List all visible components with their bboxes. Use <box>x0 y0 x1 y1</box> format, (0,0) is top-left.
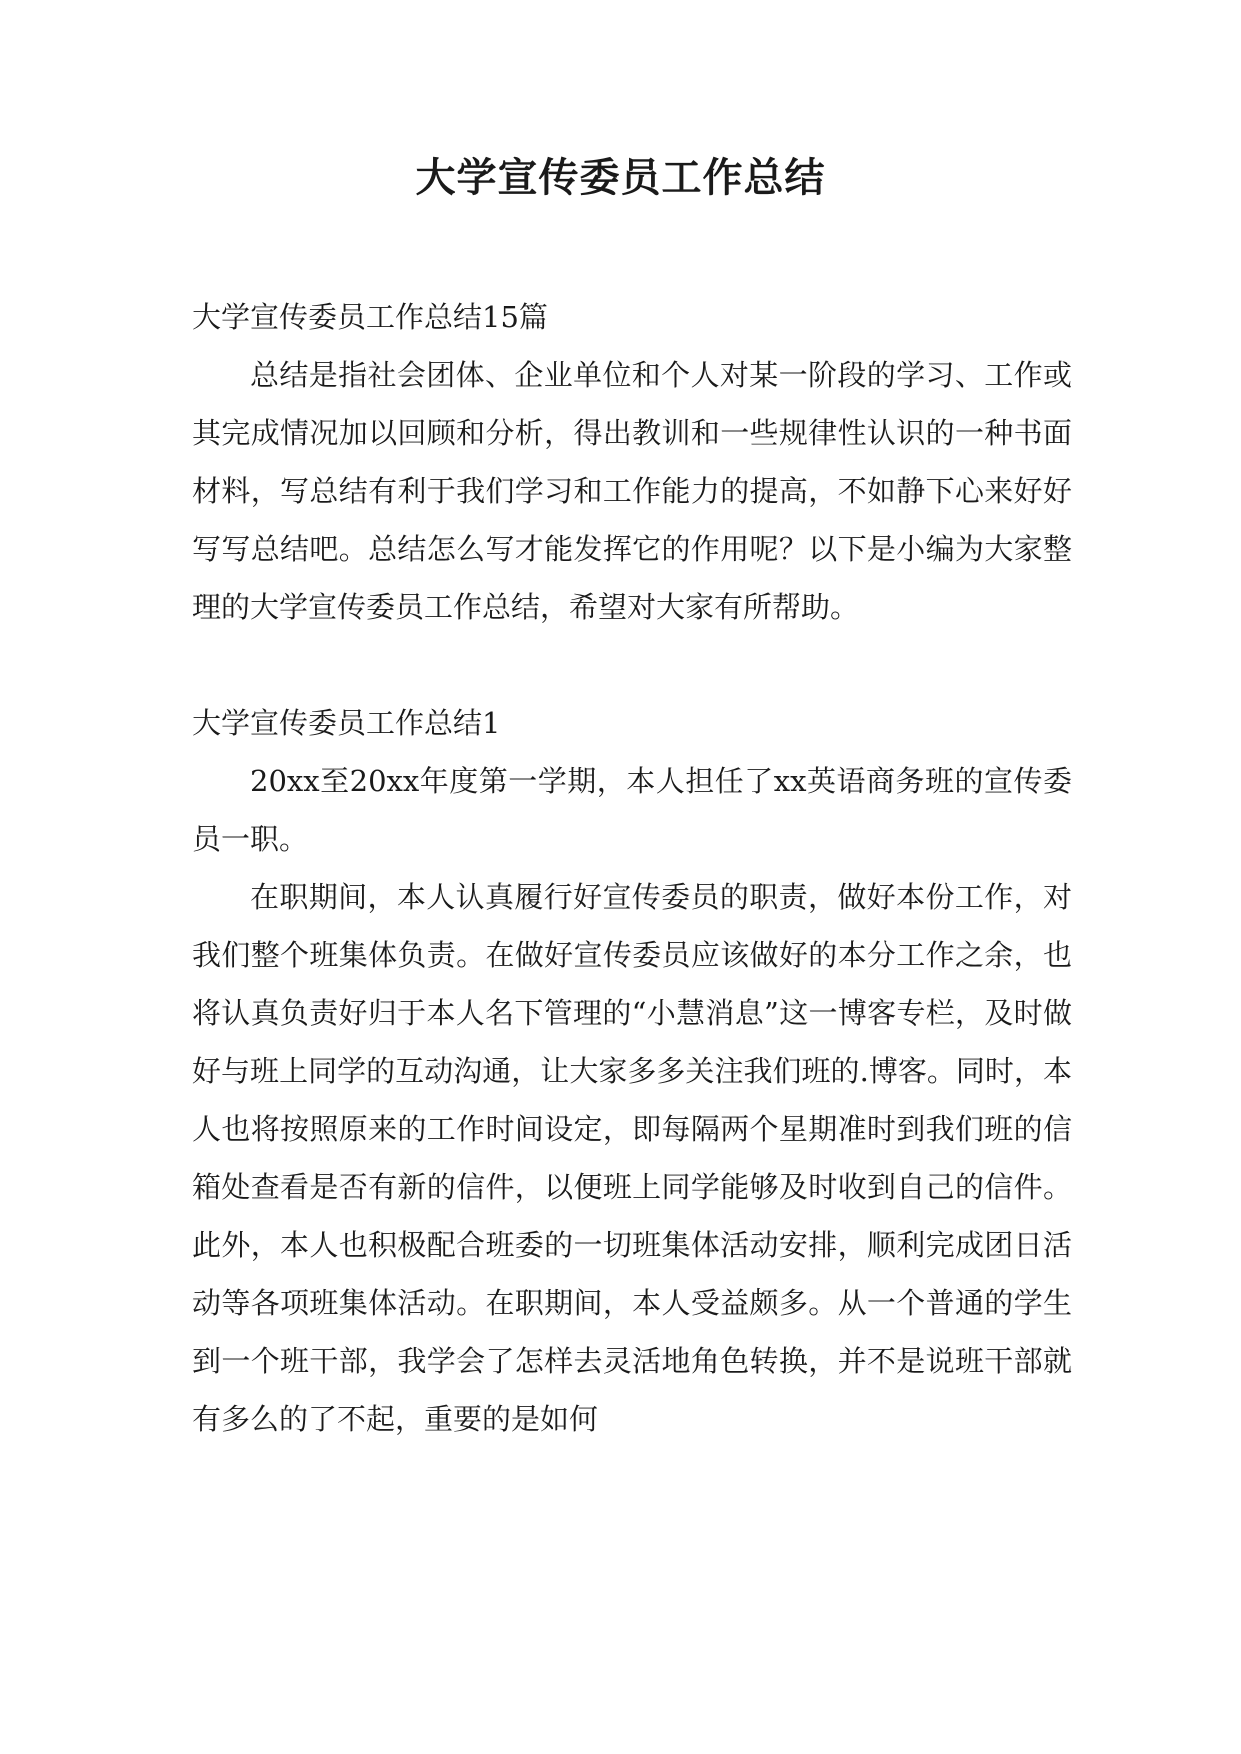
body-paragraph: 在职期间，本人认真履行好宣传委员的职责，做好本份工作，对我们整个班集体负责。在做好宣传委员应该做好的本分工作之余，也将认真负责好归于本人名下管理的“小慧消息”这一博客专栏，及时做好与班上同学的互动沟通，让大家多多关注我们班的.博客。同时，本人也将按照原来的工作时间设定，即每隔两个星期准时到我们班的信箱处查看是否有新的信件，以便班上同学能够及时收到自己的信件。此外，本人也积极配合班委的一切班集体活动安排，顺利完成团日活动等各项班集体活动。在职期间，本人受益颇多。从一个普通的学生到一个班干部，我学会了怎样去灵活地角色转换，并不是说班干部就有多么的了不起，重要的是如何 <box>192 880 1072 1436</box>
body-paragraph: 20xx至20xx年度第一学期，本人担任了xx英语商务班的宣传委员一职。 <box>192 764 1072 856</box>
intro-paragraph: 总结是指社会团体、企业单位和个人对某一阶段的学习、工作或其完成情况加以回顾和分析，得出教训和一些规律性认识的一种书面材料，写总结有利于我们学习和工作能力的提高，不如静下心来好好写写总结吧。总结怎么写才能发挥它的作用呢？以下是小编为大家整理的大学宣传委员工作总结，希望对大家有所帮助。 <box>192 358 1072 624</box>
document-title: 大学宣传委员工作总结 <box>415 154 826 201</box>
subtitle: 大学宣传委员工作总结15篇 <box>192 300 548 334</box>
section-gap <box>192 636 1072 694</box>
document-body <box>192 288 1072 1448</box>
section-heading: 大学宣传委员工作总结1 <box>192 706 501 740</box>
